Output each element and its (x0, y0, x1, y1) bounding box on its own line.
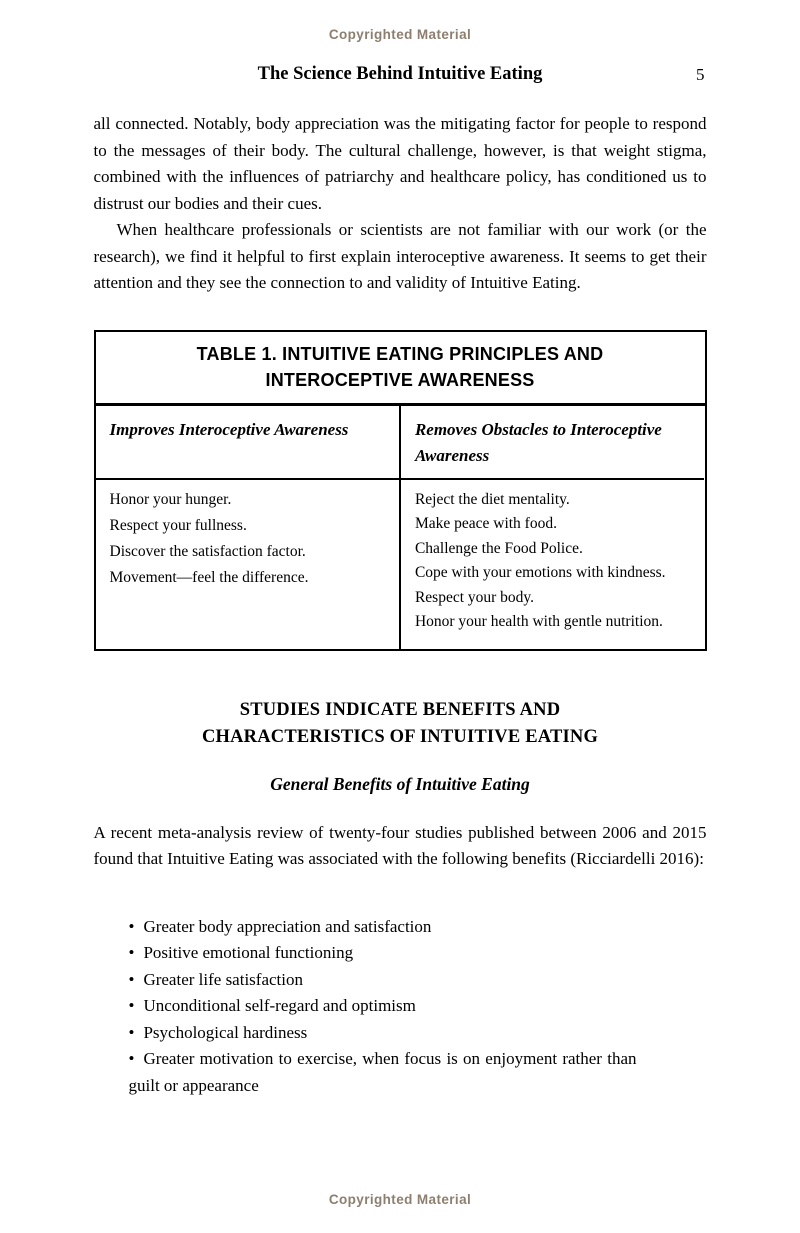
bullet-icon: • (128, 1022, 135, 1042)
list-item-text: Positive emotional functioning (143, 943, 354, 963)
list-item-text: Greater body appreciation and satisfaction (143, 916, 432, 936)
table-cell-item: Respect your body. (414, 588, 535, 606)
list-item-text: Greater motivation to exercise, when focus is on enjoyment rather than guilt or appearance (128, 1049, 637, 1096)
bullet-icon: • (128, 969, 135, 989)
bullet-icon: • (128, 943, 135, 963)
table-column-header-improves: Improves Interoceptive Awareness (96, 406, 399, 480)
table-cell-item: Respect your fullness. (109, 516, 247, 534)
benefits-list (94, 914, 707, 1100)
section-subheading: General Benefits of Intuitive Eating (270, 773, 530, 794)
table-cell-item: Honor your health with gentle nutrition. (414, 613, 663, 630)
copyright-banner-top: Copyrighted Material (328, 27, 472, 42)
list-item-text: Unconditional self-regard and optimism (143, 996, 416, 1016)
bullet-icon: • (128, 916, 135, 936)
table-1 (94, 330, 707, 651)
table-cell-item: Movement—feel the difference. (109, 568, 309, 586)
list-item (129, 993, 707, 1020)
table-cell-item: Make peace with food. (414, 515, 557, 532)
page-content (94, 64, 707, 1100)
list-item (129, 914, 707, 941)
page-number: 5 (696, 65, 705, 84)
list-item-text: Psychological hardiness (143, 1022, 308, 1042)
table-cell-item: Honor your hunger. (109, 490, 232, 508)
list-item-text: Greater life satisfaction (143, 969, 303, 989)
table-column-header-removes: Removes Obstacles to Interoceptive Awareness (399, 406, 705, 480)
bullet-icon: • (128, 996, 135, 1016)
table-cell-item: Discover the satisfaction factor. (109, 542, 306, 560)
table-grid (96, 406, 705, 649)
section-intro-paragraph: A recent meta-analysis review of twenty-four studies published between 2006 and 2015 found that Intuitive Eating was associated with the following benefits (Ricciardelli 2016): (93, 822, 707, 868)
table-column-body-improves (96, 480, 399, 649)
page-title: The Science Behind Intuitive Eating (257, 64, 543, 84)
body-paragraph-1: all connected. Notably, body appreciation was the mitigating factor for people to respond to the messages of their body. The cultural challenge, however, is that weight stigma, combined with the influences of patriarchy and healthcare policy, has conditioned us to distrust our bodies and their cues. (93, 114, 707, 213)
table-cell-item: Reject the diet mentality. (414, 490, 570, 508)
copyright-banner-bottom: Copyrighted Material (328, 1192, 472, 1207)
table-title: TABLE 1. INTUITIVE EATING PRINCIPLES AND INTEROCEPTIVE AWARENESS (196, 343, 604, 390)
list-item (129, 1046, 707, 1099)
list-item (129, 1020, 707, 1047)
table-title-row (96, 332, 705, 406)
list-item (129, 940, 707, 967)
body-paragraph-2: When healthcare professionals or scientists are not familiar with our work (or the research), we find it helpful to first explain interoceptive awareness. It seems to get their attention and they see the connection to and validity of Intuitive Eating. (93, 220, 707, 292)
table-cell-item: Cope with your emotions with kindness. (414, 564, 666, 581)
bullet-icon: • (128, 1049, 135, 1069)
running-header (94, 64, 707, 85)
table-cell-item: Challenge the Food Police. (414, 539, 583, 557)
list-item (129, 967, 707, 994)
table-column-body-removes (399, 480, 705, 649)
section-heading: STUDIES INDICATE BENEFITS AND CHARACTERISTICS OF INTUITIVE EATING (201, 699, 599, 747)
